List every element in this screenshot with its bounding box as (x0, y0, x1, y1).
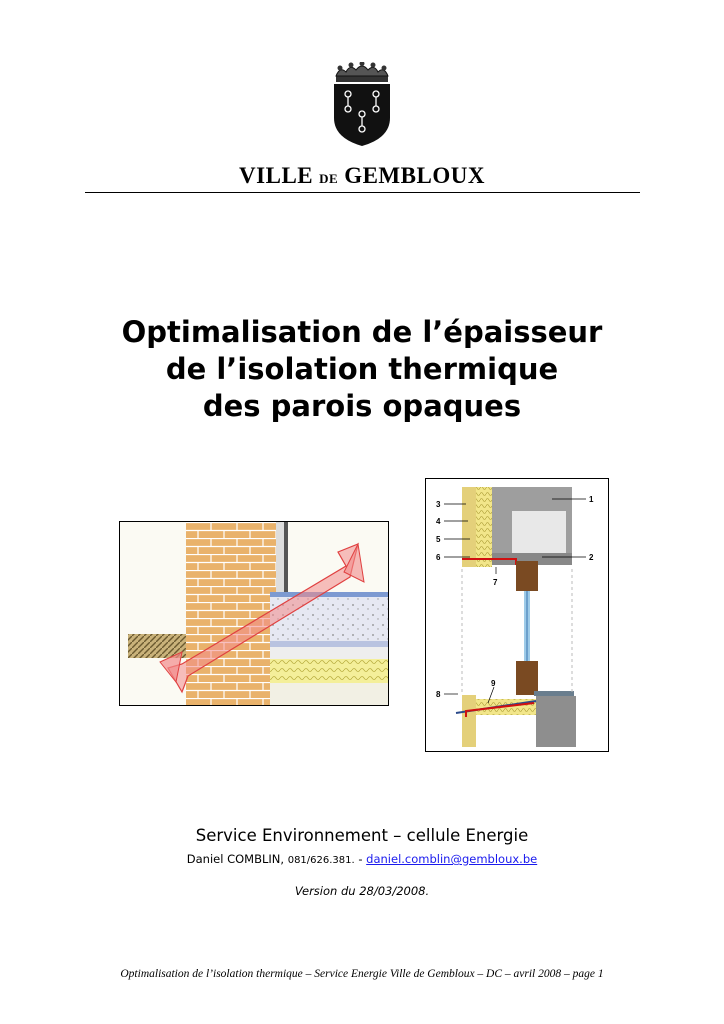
callout-8: 8 (436, 690, 441, 699)
thermal-bridge-illustration (119, 521, 389, 706)
title-line-2: de l’isolation thermique (165, 352, 559, 386)
callout-4: 4 (436, 517, 441, 526)
page-footer: Optimalisation de l’isolation thermique – Service Energie Ville de Gembloux – DC – avril 2008 – page 1 (120, 968, 604, 980)
town-heading (0, 163, 724, 189)
version-date: Version du 28/03/2008. (294, 884, 430, 898)
town-de: DE (319, 171, 339, 186)
contact-line (0, 852, 724, 866)
contact-email-link[interactable]: daniel.comblin@gembloux.be (366, 852, 538, 866)
callout-1: 1 (589, 495, 594, 504)
title-line-1: Optimalisation de l’épaisseur (121, 315, 603, 349)
document-title (0, 314, 724, 425)
callout-5: 5 (436, 535, 441, 544)
contact-name: Daniel COMBLIN, (186, 852, 288, 866)
callout-7: 7 (493, 578, 498, 587)
service-name: Service Environnement – cellule Energie (195, 826, 529, 845)
contact-separator: - (354, 852, 367, 866)
callout-9: 9 (491, 679, 496, 688)
town-post: GEMBLOUX (344, 163, 485, 188)
callout-2: 2 (589, 553, 594, 562)
contact-phone: 081/626.381. (287, 855, 355, 866)
header-rule (85, 192, 640, 193)
gembloux-coat-of-arms-logo (330, 62, 394, 148)
title-line-3: des parois opaques (202, 389, 522, 423)
town-pre: VILLE (239, 163, 314, 188)
callout-3: 3 (436, 500, 441, 509)
callout-6: 6 (436, 553, 441, 562)
window-detail-section (425, 478, 609, 752)
